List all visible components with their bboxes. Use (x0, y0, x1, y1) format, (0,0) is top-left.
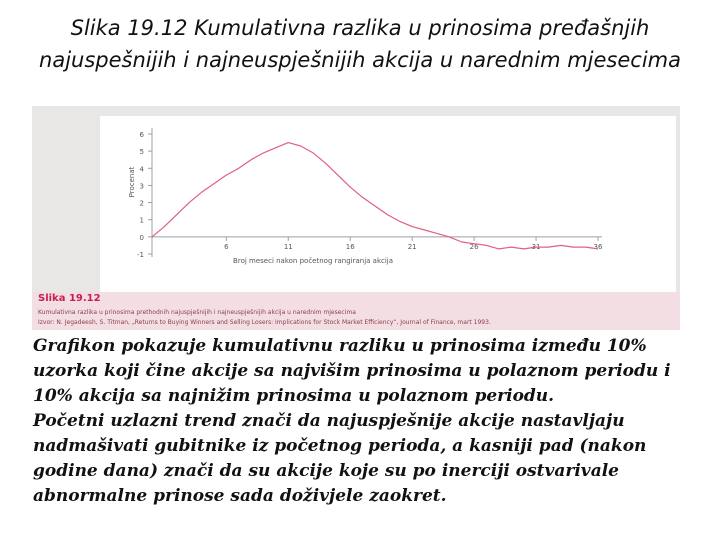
caption-line-1: Kumulativna razlika u prinosima prethodnih najuspješnijih i najneuspješnijih akcija u narednim mjesecima (38, 309, 356, 316)
y-tick-label: 3 (139, 182, 144, 191)
y-tick-label: 2 (139, 199, 144, 208)
y-tick-label: 6 (139, 131, 144, 139)
caption-line-2: Izvor: N. Jegadeesh, S. Titman, „Returns to Buying Winners and Selling Losers: Implications for Stock Market Efficiency“, Journal of Finance, mart 1993. (38, 319, 491, 326)
x-tick-label: 26 (469, 242, 479, 251)
y-tick-label: -1 (137, 251, 144, 259)
chart-figure (32, 106, 680, 330)
y-tick-label: 0 (139, 233, 144, 242)
series-line (152, 143, 598, 249)
figure-caption (32, 292, 680, 330)
x-tick-label: 21 (407, 242, 417, 251)
caption-tag: Slika 19.12 (38, 293, 101, 304)
y-axis-label: Procenat (128, 166, 136, 198)
x-tick-label: 6 (224, 242, 229, 251)
body-paragraph-1: Grafikon pokazuje kumulativnu razliku u prinosima između 10% uzorka koji čine akcije sa najvišim prinosima u polaznom periodu i 10% akcija sa najnižim prinosima u polaznom periodu. (33, 336, 671, 406)
x-tick-label: 16 (345, 242, 355, 251)
title-line-1: Slika 19.12 Kumulativna razlika u prinosima prеđašnjih (70, 16, 650, 40)
y-tick-label: 4 (139, 165, 144, 174)
x-axis-label: Broj meseci nakon početnog rangiranja akcija (233, 257, 394, 265)
x-tick-label: 31 (531, 242, 541, 251)
y-tick-label: 5 (139, 148, 144, 157)
line-chart (32, 106, 680, 292)
y-tick-label: 1 (139, 216, 144, 225)
slide-title (0, 12, 720, 76)
title-line-2: najuspešnijih i najneuspješnijih akcija u narednim mjesecima (39, 48, 681, 72)
body-paragraph-2: Početni uzlazni trend znači da najuspješnije akcije nastavljaju nadmašivati gubitnike iz početnog perioda, a kasniji pad (nakon godine dana) znači da su akcije koje su po inerciji ostvarivale abnormalne prinose sada doživjele zaokret. (33, 411, 647, 506)
x-tick-label: 36 (593, 242, 603, 251)
body-text (33, 334, 693, 509)
x-tick-label: 11 (283, 242, 293, 251)
